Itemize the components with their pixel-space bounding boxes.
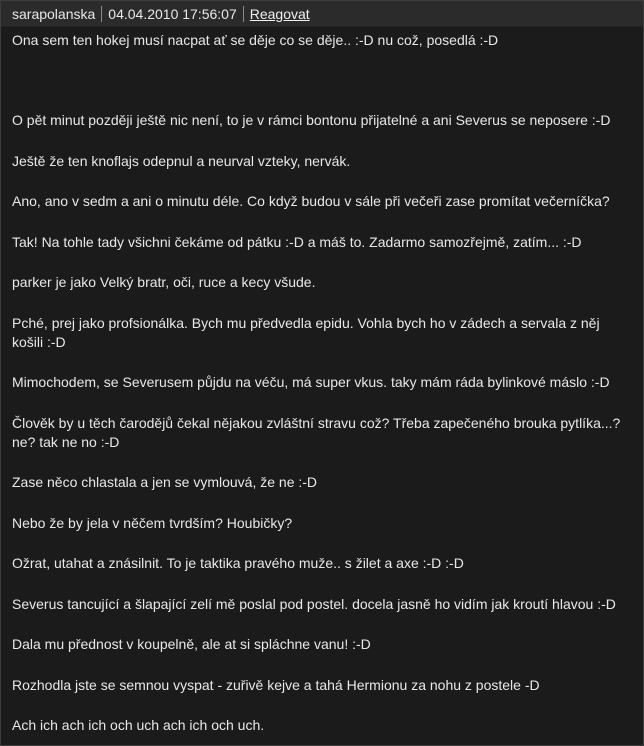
comment-line: O pět minut později ještě nic není, to je v rámci bontonu přijatelné a ani Severus se neposere :-D: [12, 112, 611, 128]
comment-line: Mimochodem, se Severusem půjdu na véču, má super vkus. taky mám ráda bylinkové máslo :-D: [12, 374, 610, 390]
comment-line: parker je jako Velký bratr, oči, ruce a kecy všude.: [12, 274, 316, 290]
header-divider: [243, 6, 244, 22]
comment-line: Člověk by u těch čarodějů čekal nějakou zvláštní stravu což? Třeba zapečeného brouka pytlíka...? ne? tak ne no :-D: [12, 414, 621, 450]
comment-line: Tak! Na tohle tady všichni čekáme od pátku :-D a máš to. Zadarmo samozřejmě, zatím... :-D: [12, 233, 582, 250]
comment-line: Ještě že ten knoflajs odepnul a neurval vzteky, nervák.: [12, 152, 351, 169]
comment-line: Rozhodla jste se semnou vyspat - zuřivě kejve a tahá Hermionu za nohu z postele -D: [12, 676, 540, 693]
comment-line: Ano, ano v sedm a ani o minutu déle. Co když budou v sále při večeři zase promítat večerníčka?: [12, 193, 610, 209]
comment-timestamp: 04.04.2010 17:56:07: [108, 5, 237, 22]
author-name: sarapolanska: [12, 5, 96, 22]
comment-line: Zase něco chlastala a jen se vymlouvá, že ne :-D: [12, 474, 318, 490]
comment-line: Severus tancující a šlapající zelí mě poslal pod postel. docela jasně ho vidím jak kroutí hlavou :-D: [12, 595, 616, 612]
reply-link[interactable]: Reagovat: [249, 5, 310, 22]
comment-line: Ožrat, utahat a znásilnit. To je taktika pravého muže.. s žilet a axe :-D :-D: [12, 555, 464, 571]
header-divider: [101, 6, 102, 22]
comment-line: Dala mu přednost v koupelně, ale at si spláchne vanu! :-D: [12, 636, 371, 652]
comment-body: [1, 27, 643, 735]
comment-line: Ach ich ach ich och uch ach ich och uch.: [12, 717, 265, 733]
comment-line: Pché, prej jako profsionálka. Bych mu předvedla epidu. Vohla bych ho v zádech a servala z něj košili :-D: [12, 314, 600, 350]
comment-line: Nebo že by jela v něčem tvrdším? Houbičky?: [12, 514, 293, 531]
comment-line: Ona sem ten hokej musí nacpat ať se děje co se děje.. :-D nu což, posedlá :-D: [12, 32, 499, 48]
comment-header: [1, 1, 643, 27]
